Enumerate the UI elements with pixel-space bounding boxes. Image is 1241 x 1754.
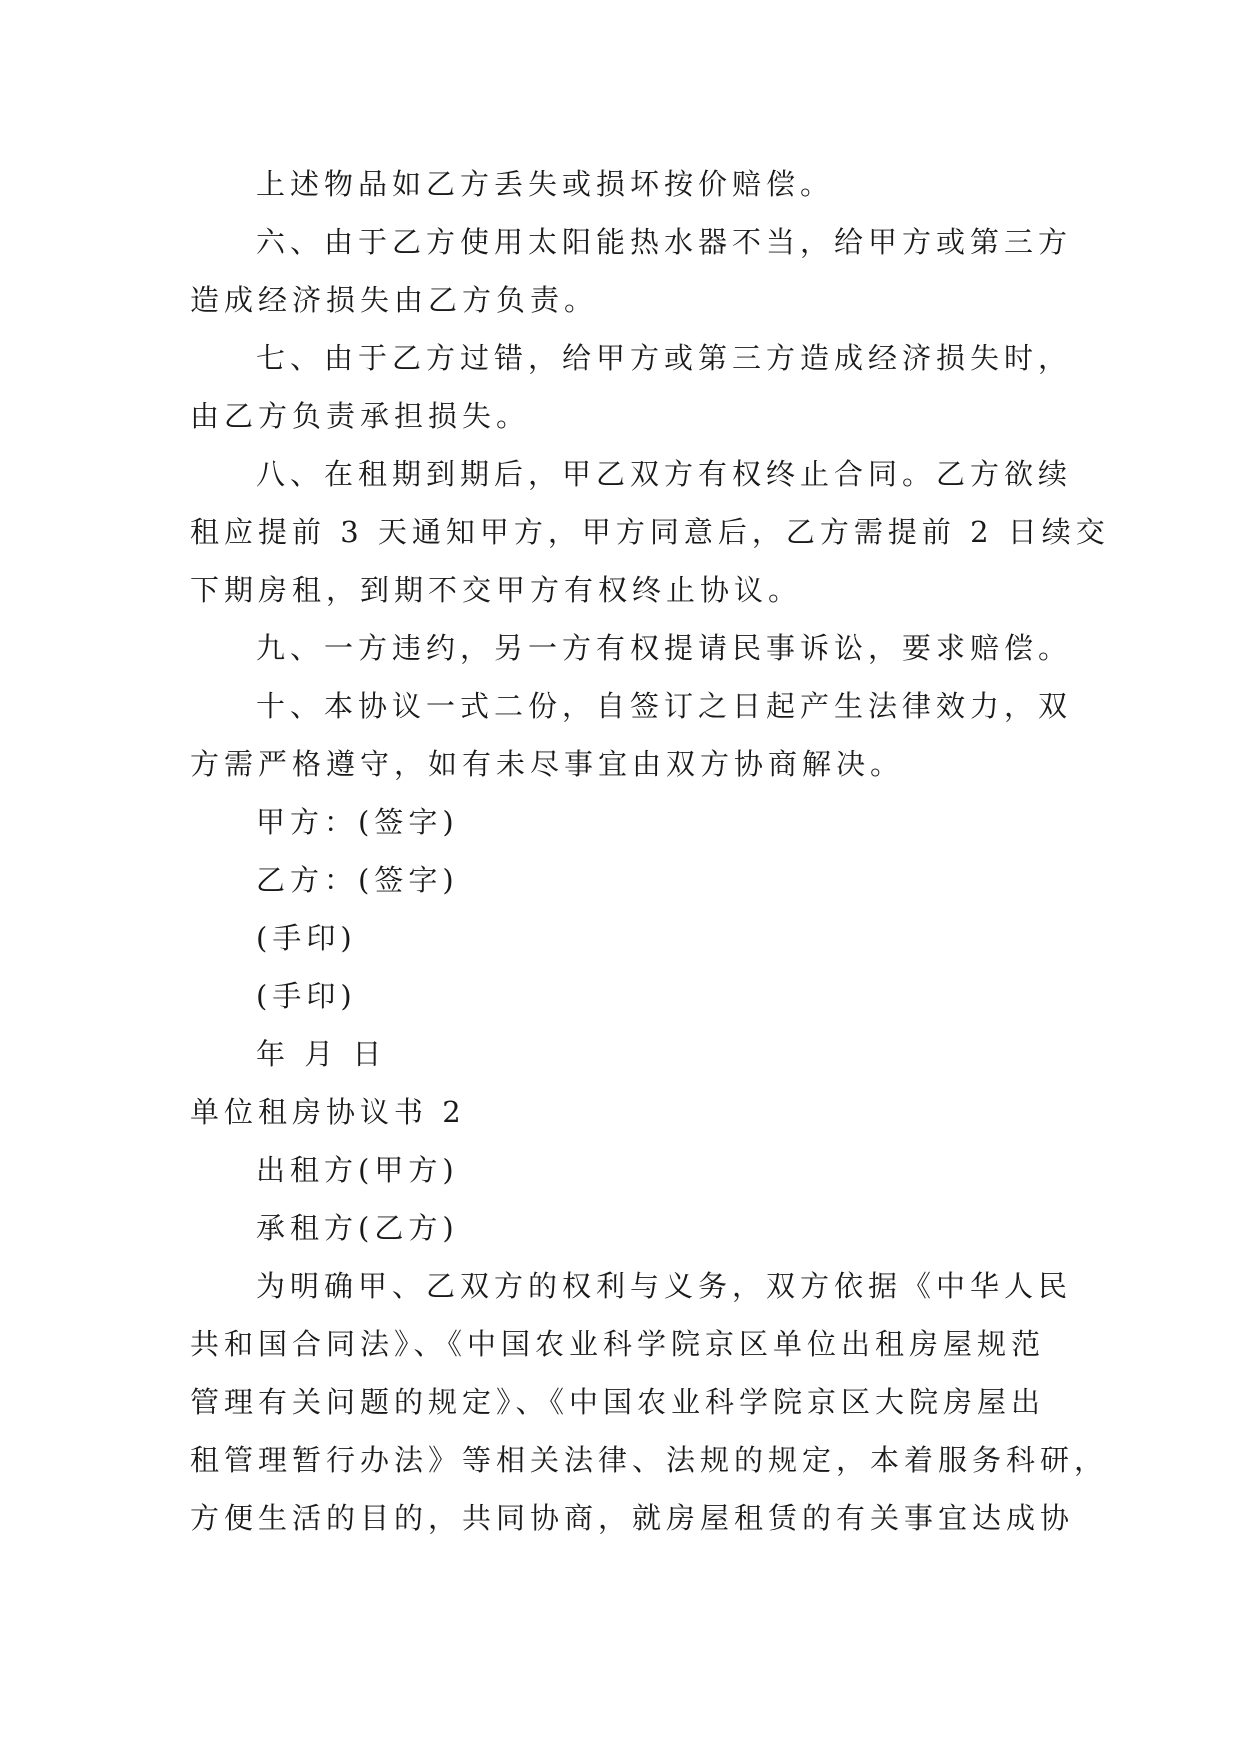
- clause-six-line: 六、由于乙方使用太阳能热水器不当，给甲方或第三方: [256, 225, 1073, 259]
- clause-nine-line: 九、一方违约，另一方有权提请民事诉讼，要求赔偿。: [256, 631, 1073, 665]
- clause-ten-line: 十、本协议一式二份，自签订之日起产生法律效力，双: [256, 689, 1073, 723]
- preamble-continuation: 管理有关问题的规定》、《中国农业科学院京区大院房屋出: [190, 1385, 1046, 1419]
- clause-seven-continuation: 由乙方负责承担损失。: [190, 399, 531, 433]
- clause-six-continuation: 造成经济损失由乙方负责。: [190, 283, 599, 317]
- lessee-label: 承租方(乙方): [256, 1211, 459, 1245]
- party-b-signature: 乙方：(签字): [256, 863, 459, 897]
- party-a-signature: 甲方：(签字): [256, 805, 459, 839]
- clause-eight-line: 八、在租期到期后，甲乙双方有权终止合同。乙方欲续: [256, 457, 1073, 491]
- section-title: 单位租房协议书 2: [190, 1095, 466, 1129]
- lessor-label: 出租方(甲方): [256, 1153, 459, 1187]
- clause-seven-line: 七、由于乙方过错，给甲方或第三方造成经济损失时，: [256, 341, 1073, 375]
- preamble-continuation: 租管理暂行办法》等相关法律、法规的规定，本着服务科研，: [190, 1443, 1109, 1477]
- fingerprint-b: (手印): [256, 979, 357, 1013]
- clause-ten-continuation: 方需严格遵守，如有未尽事宜由双方协商解决。: [190, 747, 905, 781]
- clause-eight-continuation: 租应提前 3 天通知甲方，甲方同意后，乙方需提前 2 日续交: [190, 515, 1110, 549]
- fingerprint-a: (手印): [256, 921, 357, 955]
- preamble-continuation: 方便生活的目的，共同协商，就房屋租赁的有关事宜达成协: [190, 1501, 1075, 1535]
- preamble-continuation: 共和国合同法》、《中国农业科学院京区单位出租房屋规范: [190, 1327, 1046, 1361]
- date-line: 年 月 日: [256, 1037, 387, 1071]
- paragraph-line: 上述物品如乙方丢失或损坏按价赔偿。: [256, 167, 835, 201]
- preamble-line: 为明确甲、乙双方的权利与义务，双方依据《中华人民: [256, 1269, 1073, 1303]
- document-body: [190, 155, 1110, 1547]
- clause-eight-continuation: 下期房租，到期不交甲方有权终止协议。: [190, 573, 803, 607]
